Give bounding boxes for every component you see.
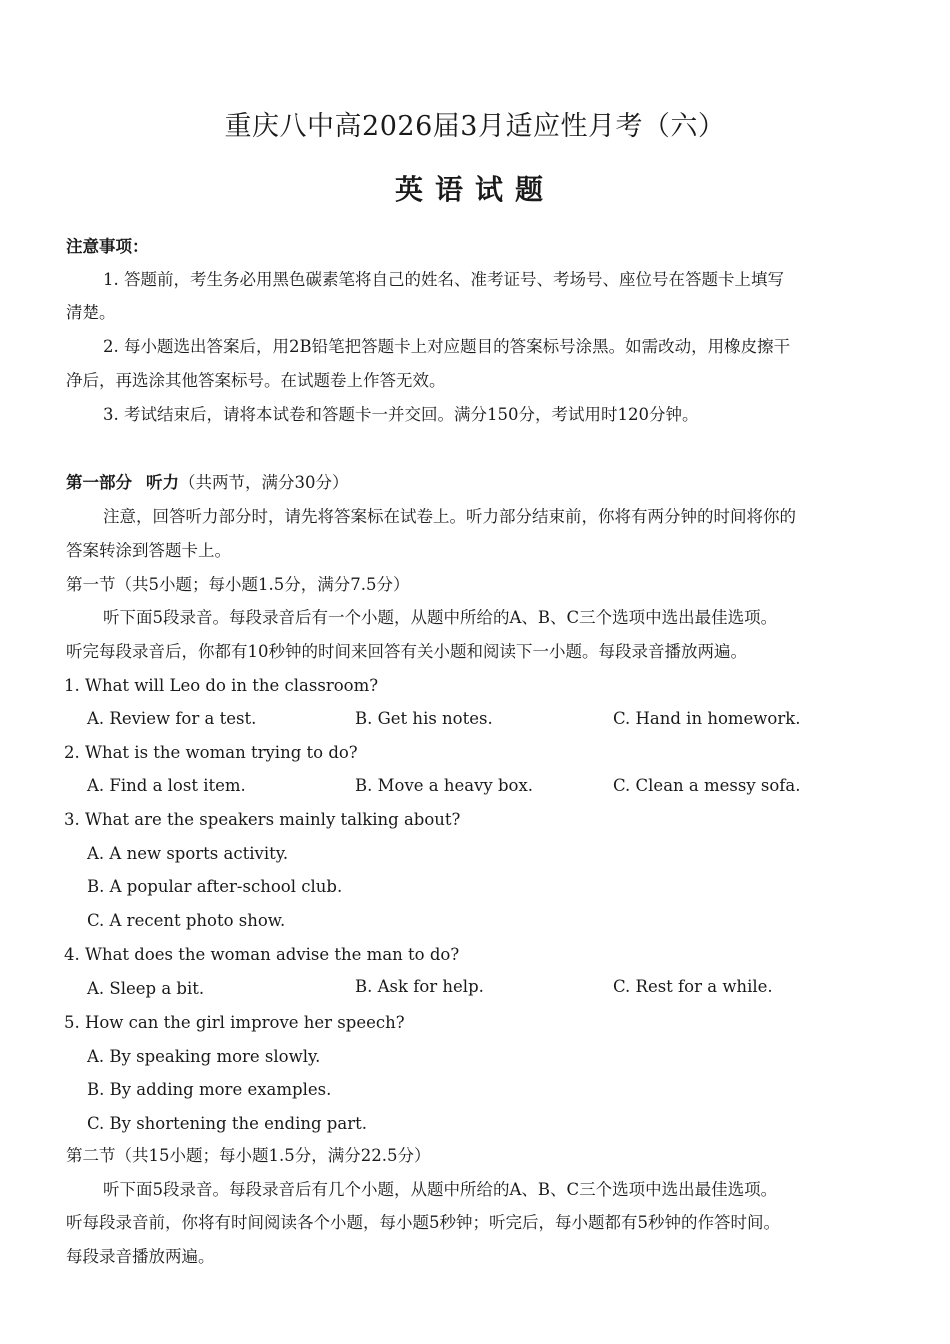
part1-name: 听力	[146, 473, 179, 492]
question-2-option-a: A. Find a lost item.	[87, 776, 246, 795]
question-3-option-a: A. A new sports activity.	[87, 844, 289, 863]
notice-item-3: 3. 考试结束后，请将本试卷和答题卡一并交回。满分150分，考试用时120分钟。	[103, 405, 699, 424]
section2-instr-line-3: 每段录音播放两遍。	[66, 1247, 215, 1266]
question-4-option-b: B. Ask for help.	[355, 977, 484, 996]
part1-note-line-2: 答案转涂到答题卡上。	[66, 541, 231, 560]
question-5-option-c: C. By shortening the ending part.	[87, 1114, 367, 1133]
notice-item-2-line-2: 净后，再选涂其他答案标号。在试题卷上作答无效。	[66, 371, 446, 390]
exam-title: 重庆八中高2026届3月适应性月考（六）	[224, 111, 726, 142]
question-1-option-a: A. Review for a test.	[87, 709, 257, 728]
notice-item-2-line-1: 2. 每小题选出答案后，用2B铅笔把答题卡上对应题目的答案标号涂黑。如需改动，用橡皮擦干	[103, 337, 791, 356]
part1-label: 第一部分	[66, 473, 132, 492]
part1-heading	[66, 473, 349, 493]
question-1-option-c: C. Hand in homework.	[613, 709, 801, 728]
question-3: 3. What are the speakers mainly talking about?	[64, 810, 461, 829]
notice-item-1-line-2: 清楚。	[66, 303, 116, 322]
question-4: 4. What does the woman advise the man to do?	[64, 945, 460, 964]
section1-heading: 第一节（共5小题；每小题1.5分，满分7.5分）	[66, 575, 410, 594]
exam-subtitle: 英语试题	[394, 173, 555, 206]
question-3-option-b: B. A popular after-school club.	[87, 877, 343, 896]
question-1-option-b: B. Get his notes.	[355, 709, 493, 728]
section2-heading: 第二节（共15小题；每小题1.5分，满分22.5分）	[66, 1146, 431, 1165]
question-3-option-c: C. A recent photo show.	[87, 911, 286, 930]
question-2-option-b: B. Move a heavy box.	[355, 776, 534, 795]
question-2: 2. What is the woman trying to do?	[64, 743, 358, 762]
section2-instr-line-2: 听每段录音前，你将有时间阅读各个小题，每小题5秒钟；听完后，每小题都有5秒钟的作答时间。	[66, 1213, 780, 1232]
question-5-option-a: A. By speaking more slowly.	[87, 1047, 321, 1066]
question-4-option-a: A. Sleep a bit.	[87, 979, 205, 998]
notice-heading: 注意事项：	[66, 237, 149, 256]
part1-note-line-1: 注意，回答听力部分时，请先将答案标在试卷上。听力部分结束前，你将有两分钟的时间将你的	[103, 507, 796, 526]
question-4-option-c: C. Rest for a while.	[613, 977, 773, 996]
section1-instr-line-1: 听下面5段录音。每段录音后有一个小题，从题中所给的A、B、C三个选项中选出最佳选项。	[103, 608, 778, 627]
question-1: 1. What will Leo do in the classroom?	[64, 676, 379, 695]
section1-instr-line-2: 听完每段录音后，你都有10秒钟的时间来回答有关小题和阅读下一小题。每段录音播放两遍。	[66, 642, 747, 661]
question-5-option-b: B. By adding more examples.	[87, 1080, 332, 1099]
section2-instr-line-1: 听下面5段录音。每段录音后有几个小题，从题中所给的A、B、C三个选项中选出最佳选项。	[103, 1180, 778, 1199]
question-2-option-c: C. Clean a messy sofa.	[613, 776, 801, 795]
question-5: 5. How can the girl improve her speech?	[64, 1013, 405, 1032]
part1-detail: （共两节，满分30分）	[179, 473, 349, 492]
notice-item-1-line-1: 1. 答题前，考生务必用黑色碳素笔将自己的姓名、准考证号、考场号、座位号在答题卡上填写	[103, 270, 784, 289]
